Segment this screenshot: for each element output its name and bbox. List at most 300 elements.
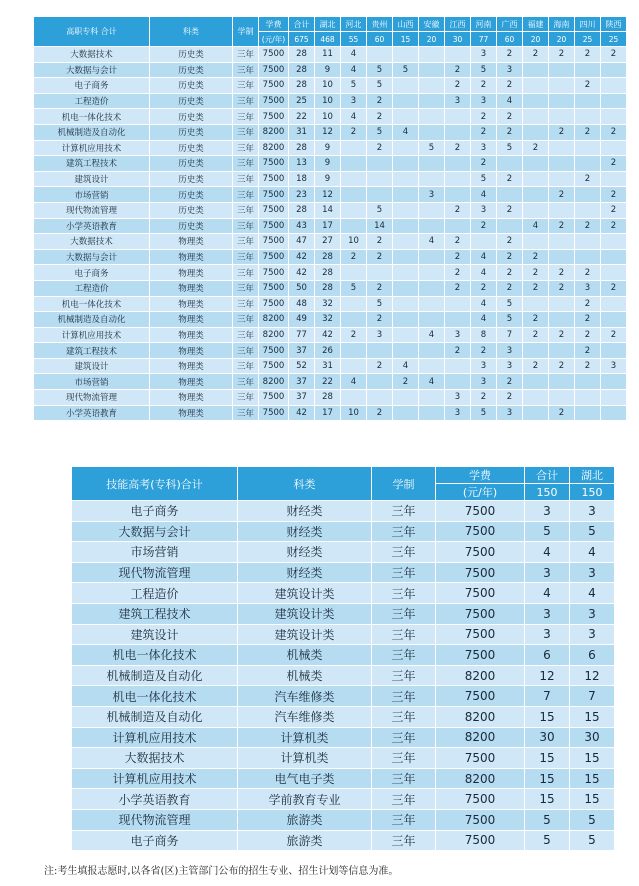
table-row xyxy=(34,171,627,187)
tuition-fee: 7500 xyxy=(259,280,289,296)
quota-cell: 2 xyxy=(471,124,497,140)
quota-cell: 2 xyxy=(497,265,523,281)
quota-cell: 2 xyxy=(523,47,549,63)
quota-cell: 2 xyxy=(523,265,549,281)
quota-cell: 18 xyxy=(289,171,315,187)
quota-cell xyxy=(523,187,549,203)
table-row xyxy=(72,542,615,563)
quota-cell xyxy=(367,374,393,390)
quota-cell: 3 xyxy=(471,202,497,218)
quota-cell: 2 xyxy=(575,78,601,94)
quota-cell xyxy=(393,265,419,281)
t1-header-category: 科类 xyxy=(150,17,233,47)
table-row xyxy=(34,62,627,78)
study-duration: 三年 xyxy=(233,187,259,203)
t1-header-province: 河北 xyxy=(341,17,367,32)
tuition-fee: 7500 xyxy=(259,249,289,265)
quota-cell xyxy=(549,140,575,156)
quota-cell xyxy=(419,249,445,265)
quota-total: 3 xyxy=(525,501,570,522)
quota-cell: 4 xyxy=(341,374,367,390)
quota-cell xyxy=(523,109,549,125)
quota-cell: 2 xyxy=(549,358,575,374)
table-row xyxy=(72,521,615,542)
tuition-fee: 7500 xyxy=(436,521,525,542)
quota-cell: 3 xyxy=(471,358,497,374)
quota-cell: 4 xyxy=(523,218,549,234)
subject-category: 旅游类 xyxy=(238,809,372,830)
table-row xyxy=(34,78,627,94)
quota-cell xyxy=(341,156,367,172)
tuition-fee: 7500 xyxy=(259,109,289,125)
quota-cell xyxy=(549,296,575,312)
quota-cell: 9 xyxy=(315,140,341,156)
quota-cell xyxy=(601,171,627,187)
study-duration: 三年 xyxy=(372,706,436,727)
quota-cell: 12 xyxy=(315,187,341,203)
quota-cell xyxy=(419,171,445,187)
t1-header-province: 海南 xyxy=(549,17,575,32)
subject-category: 财经类 xyxy=(238,542,372,563)
quota-cell xyxy=(549,390,575,406)
t1-header-province: 江西 xyxy=(445,17,471,32)
quota-hubei: 15 xyxy=(570,706,615,727)
tuition-fee: 7500 xyxy=(436,645,525,666)
major-name: 现代物流管理 xyxy=(72,809,238,830)
quota-cell: 5 xyxy=(497,140,523,156)
quota-cell: 4 xyxy=(341,109,367,125)
subject-category: 物理类 xyxy=(150,405,233,421)
quota-cell: 2 xyxy=(523,280,549,296)
quota-cell: 2 xyxy=(445,343,471,359)
quota-cell: 3 xyxy=(445,327,471,343)
quota-cell: 3 xyxy=(471,374,497,390)
tuition-fee: 7500 xyxy=(259,187,289,203)
table-row xyxy=(72,830,615,851)
table-row xyxy=(34,234,627,250)
quota-cell xyxy=(367,187,393,203)
quota-total: 5 xyxy=(525,809,570,830)
quota-cell xyxy=(445,374,471,390)
quota-cell: 28 xyxy=(315,265,341,281)
study-duration: 三年 xyxy=(233,171,259,187)
quota-cell xyxy=(393,218,419,234)
quota-cell xyxy=(575,62,601,78)
major-name: 建筑设计 xyxy=(72,624,238,645)
tuition-fee: 7500 xyxy=(436,562,525,583)
study-duration: 三年 xyxy=(233,202,259,218)
quota-cell: 2 xyxy=(367,280,393,296)
quota-cell: 12 xyxy=(315,124,341,140)
quota-cell: 2 xyxy=(445,140,471,156)
major-name: 机械制造及自动化 xyxy=(72,706,238,727)
quota-cell xyxy=(549,109,575,125)
quota-cell xyxy=(445,296,471,312)
quota-cell: 5 xyxy=(341,78,367,94)
table-row xyxy=(72,583,615,604)
major-name: 机械制造及自动化 xyxy=(34,312,150,328)
quota-cell xyxy=(419,93,445,109)
quota-cell xyxy=(341,390,367,406)
subject-category: 电气电子类 xyxy=(238,768,372,789)
t1-header-total: 30 xyxy=(445,32,471,47)
quota-cell: 5 xyxy=(367,78,393,94)
quota-hubei: 3 xyxy=(570,624,615,645)
quota-cell: 3 xyxy=(575,280,601,296)
subject-category: 历史类 xyxy=(150,156,233,172)
quota-hubei: 15 xyxy=(570,768,615,789)
subject-category: 机械类 xyxy=(238,665,372,686)
quota-cell: 4 xyxy=(471,187,497,203)
quota-total: 12 xyxy=(525,665,570,686)
tuition-fee: 7500 xyxy=(259,202,289,218)
quota-cell xyxy=(445,124,471,140)
t1-header-title: 高职专科 合计 xyxy=(34,17,150,47)
table-row xyxy=(72,809,615,830)
tuition-fee: 8200 xyxy=(259,327,289,343)
quota-cell: 2 xyxy=(497,124,523,140)
quota-cell: 4 xyxy=(341,47,367,63)
quota-cell xyxy=(341,358,367,374)
quota-cell xyxy=(549,374,575,390)
quota-cell: 2 xyxy=(445,78,471,94)
study-duration: 三年 xyxy=(233,78,259,94)
study-duration: 三年 xyxy=(372,809,436,830)
subject-category: 学前教育专业 xyxy=(238,789,372,810)
quota-total: 4 xyxy=(525,583,570,604)
major-name: 机电一体化技术 xyxy=(34,109,150,125)
tuition-fee: 7500 xyxy=(259,156,289,172)
quota-cell xyxy=(419,296,445,312)
quota-cell: 5 xyxy=(367,202,393,218)
quota-cell: 28 xyxy=(289,47,315,63)
major-name: 电子商务 xyxy=(72,830,238,851)
quota-cell: 2 xyxy=(575,312,601,328)
t1-header-total: 15 xyxy=(393,32,419,47)
study-duration: 三年 xyxy=(233,109,259,125)
quota-cell xyxy=(549,343,575,359)
subject-category: 历史类 xyxy=(150,187,233,203)
t1-header-total: 20 xyxy=(549,32,575,47)
table-row xyxy=(34,405,627,421)
t1-header-total: 60 xyxy=(367,32,393,47)
quota-total: 3 xyxy=(525,624,570,645)
quota-cell: 47 xyxy=(289,234,315,250)
subject-category: 建筑设计类 xyxy=(238,603,372,624)
quota-cell: 4 xyxy=(471,249,497,265)
quota-cell xyxy=(393,140,419,156)
t1-header-province: 合计 xyxy=(289,17,315,32)
study-duration: 三年 xyxy=(233,93,259,109)
quota-cell xyxy=(341,218,367,234)
subject-category: 汽车维修类 xyxy=(238,706,372,727)
subject-category: 物理类 xyxy=(150,249,233,265)
quota-cell: 2 xyxy=(575,171,601,187)
quota-cell xyxy=(601,296,627,312)
quota-cell: 2 xyxy=(471,218,497,234)
tuition-fee: 7500 xyxy=(436,748,525,769)
quota-cell xyxy=(601,62,627,78)
quota-cell xyxy=(419,343,445,359)
quota-cell xyxy=(419,109,445,125)
quota-cell xyxy=(341,171,367,187)
major-name: 小学英语教育 xyxy=(34,218,150,234)
subject-category: 历史类 xyxy=(150,171,233,187)
major-name: 机械制造及自动化 xyxy=(72,665,238,686)
study-duration: 三年 xyxy=(372,562,436,583)
subject-category: 历史类 xyxy=(150,109,233,125)
quota-hubei: 3 xyxy=(570,501,615,522)
study-duration: 三年 xyxy=(233,296,259,312)
t2-header-fee: 学费 xyxy=(436,467,525,484)
quota-cell xyxy=(523,374,549,390)
quota-cell: 3 xyxy=(497,62,523,78)
tuition-fee: 7500 xyxy=(436,789,525,810)
quota-cell: 3 xyxy=(471,93,497,109)
quota-total: 6 xyxy=(525,645,570,666)
quota-cell: 3 xyxy=(601,358,627,374)
table-row xyxy=(34,374,627,390)
quota-cell: 2 xyxy=(601,280,627,296)
quota-cell xyxy=(549,93,575,109)
subject-category: 物理类 xyxy=(150,390,233,406)
subject-category: 旅游类 xyxy=(238,830,372,851)
quota-cell: 11 xyxy=(315,47,341,63)
tuition-fee: 7500 xyxy=(259,171,289,187)
table-row xyxy=(34,390,627,406)
quota-cell xyxy=(523,296,549,312)
study-duration: 三年 xyxy=(372,748,436,769)
quota-hubei: 4 xyxy=(570,583,615,604)
quota-hubei: 30 xyxy=(570,727,615,748)
study-duration: 三年 xyxy=(233,234,259,250)
t1-header-province: 陕西 xyxy=(601,17,627,32)
quota-cell xyxy=(601,390,627,406)
subject-category: 财经类 xyxy=(238,501,372,522)
study-duration: 三年 xyxy=(372,583,436,604)
t2-header-title: 技能高考(专科)合计 xyxy=(72,467,238,501)
quota-cell: 42 xyxy=(315,327,341,343)
quota-cell: 2 xyxy=(445,280,471,296)
quota-hubei: 5 xyxy=(570,830,615,851)
quota-total: 15 xyxy=(525,768,570,789)
t1-header-total: 60 xyxy=(497,32,523,47)
quota-cell: 2 xyxy=(497,47,523,63)
quota-cell: 2 xyxy=(575,47,601,63)
footnote: 注:考生填报志愿时,以各省(区)主管部门公布的招生专业、招生计划等信息为准。 xyxy=(44,866,399,877)
table-row xyxy=(72,748,615,769)
quota-cell xyxy=(419,124,445,140)
quota-cell: 37 xyxy=(289,374,315,390)
quota-cell xyxy=(419,265,445,281)
tuition-fee: 7500 xyxy=(436,542,525,563)
quota-cell: 5 xyxy=(471,62,497,78)
quota-cell xyxy=(523,156,549,172)
quota-cell: 9 xyxy=(315,156,341,172)
quota-cell: 2 xyxy=(393,374,419,390)
tuition-fee: 7500 xyxy=(259,343,289,359)
t1-header-total: 20 xyxy=(419,32,445,47)
quota-cell xyxy=(367,47,393,63)
major-name: 小学英语教育 xyxy=(72,789,238,810)
quota-cell: 2 xyxy=(601,327,627,343)
major-name: 机电一体化技术 xyxy=(72,645,238,666)
quota-total: 7 xyxy=(525,686,570,707)
t1-header-province: 福建 xyxy=(523,17,549,32)
quota-cell xyxy=(497,187,523,203)
quota-cell: 2 xyxy=(601,187,627,203)
quota-total: 15 xyxy=(525,789,570,810)
quota-cell xyxy=(523,171,549,187)
quota-cell: 2 xyxy=(367,140,393,156)
quota-cell xyxy=(393,202,419,218)
quota-cell: 25 xyxy=(289,93,315,109)
quota-cell xyxy=(575,374,601,390)
quota-cell: 52 xyxy=(289,358,315,374)
quota-cell xyxy=(393,234,419,250)
quota-cell: 2 xyxy=(497,249,523,265)
quota-cell: 5 xyxy=(419,140,445,156)
quota-cell: 2 xyxy=(549,405,575,421)
quota-cell xyxy=(367,390,393,406)
quota-cell: 31 xyxy=(315,358,341,374)
major-name: 大数据技术 xyxy=(34,234,150,250)
quota-cell: 4 xyxy=(393,358,419,374)
quota-hubei: 4 xyxy=(570,542,615,563)
quota-cell: 3 xyxy=(445,405,471,421)
quota-cell: 10 xyxy=(341,234,367,250)
quota-cell: 49 xyxy=(289,312,315,328)
tuition-fee: 7500 xyxy=(259,296,289,312)
major-name: 工程造价 xyxy=(34,280,150,296)
quota-cell: 2 xyxy=(549,124,575,140)
quota-cell xyxy=(523,390,549,406)
quota-cell: 2 xyxy=(523,358,549,374)
quota-cell: 2 xyxy=(601,218,627,234)
subject-category: 物理类 xyxy=(150,374,233,390)
quota-cell xyxy=(419,405,445,421)
quota-cell: 5 xyxy=(471,171,497,187)
major-name: 市场营销 xyxy=(34,187,150,203)
quota-cell xyxy=(341,296,367,312)
quota-cell: 2 xyxy=(523,249,549,265)
quota-cell: 2 xyxy=(367,93,393,109)
table-row xyxy=(72,665,615,686)
quota-hubei: 15 xyxy=(570,789,615,810)
quota-cell: 3 xyxy=(497,405,523,421)
quota-cell xyxy=(341,265,367,281)
table-row xyxy=(34,140,627,156)
table-row xyxy=(34,109,627,125)
quota-cell xyxy=(523,124,549,140)
quota-cell xyxy=(549,62,575,78)
quota-cell xyxy=(471,234,497,250)
quota-cell: 2 xyxy=(367,249,393,265)
quota-cell: 9 xyxy=(315,171,341,187)
major-name: 小学英语教育 xyxy=(34,405,150,421)
quota-cell: 22 xyxy=(289,109,315,125)
major-name: 大数据与会计 xyxy=(34,62,150,78)
major-name: 大数据技术 xyxy=(72,748,238,769)
quota-cell: 13 xyxy=(289,156,315,172)
quota-cell xyxy=(549,78,575,94)
table-row xyxy=(72,706,615,727)
t1-header-province: 四川 xyxy=(575,17,601,32)
quota-cell xyxy=(523,78,549,94)
quota-cell: 2 xyxy=(575,358,601,374)
quota-cell xyxy=(575,390,601,406)
tuition-fee: 7500 xyxy=(259,47,289,63)
quota-cell xyxy=(523,202,549,218)
study-duration: 三年 xyxy=(372,624,436,645)
quota-cell: 8 xyxy=(471,327,497,343)
quota-cell: 2 xyxy=(445,202,471,218)
t1-header-province: 湖北 xyxy=(315,17,341,32)
quota-cell: 43 xyxy=(289,218,315,234)
subject-category: 历史类 xyxy=(150,78,233,94)
tuition-fee: 8200 xyxy=(259,140,289,156)
skills-exam-plan-table xyxy=(71,466,615,851)
quota-cell xyxy=(341,312,367,328)
study-duration: 三年 xyxy=(372,830,436,851)
major-name: 现代物流管理 xyxy=(72,562,238,583)
t1-header-province: 贵州 xyxy=(367,17,393,32)
table-row xyxy=(34,124,627,140)
table-row xyxy=(34,280,627,296)
quota-cell xyxy=(575,187,601,203)
quota-cell xyxy=(575,405,601,421)
quota-cell xyxy=(523,93,549,109)
major-name: 计算机应用技术 xyxy=(72,727,238,748)
subject-category: 物理类 xyxy=(150,327,233,343)
quota-cell xyxy=(445,109,471,125)
t2-header-duration: 学制 xyxy=(372,467,436,501)
major-name: 机电一体化技术 xyxy=(34,296,150,312)
quota-cell: 5 xyxy=(367,296,393,312)
quota-cell: 2 xyxy=(549,218,575,234)
quota-cell xyxy=(367,343,393,359)
quota-cell xyxy=(419,156,445,172)
quota-cell: 2 xyxy=(367,234,393,250)
subject-category: 历史类 xyxy=(150,62,233,78)
tuition-fee: 7500 xyxy=(259,265,289,281)
subject-category: 财经类 xyxy=(238,562,372,583)
table-row xyxy=(72,603,615,624)
quota-cell: 2 xyxy=(341,327,367,343)
quota-cell: 2 xyxy=(471,78,497,94)
quota-cell xyxy=(445,358,471,374)
quota-cell xyxy=(419,390,445,406)
tuition-fee: 7500 xyxy=(259,234,289,250)
quota-hubei: 5 xyxy=(570,809,615,830)
quota-hubei: 5 xyxy=(570,521,615,542)
quota-cell: 17 xyxy=(315,405,341,421)
quota-cell: 37 xyxy=(289,343,315,359)
quota-cell xyxy=(549,156,575,172)
tuition-fee: 8200 xyxy=(436,727,525,748)
quota-cell: 2 xyxy=(575,343,601,359)
study-duration: 三年 xyxy=(372,727,436,748)
tuition-fee: 7500 xyxy=(436,583,525,604)
quota-cell: 2 xyxy=(575,265,601,281)
quota-cell xyxy=(419,202,445,218)
quota-cell xyxy=(523,343,549,359)
subject-category: 机械类 xyxy=(238,645,372,666)
vocational-college-plan-table xyxy=(33,16,627,421)
quota-cell xyxy=(601,374,627,390)
study-duration: 三年 xyxy=(372,521,436,542)
quota-cell: 2 xyxy=(497,78,523,94)
